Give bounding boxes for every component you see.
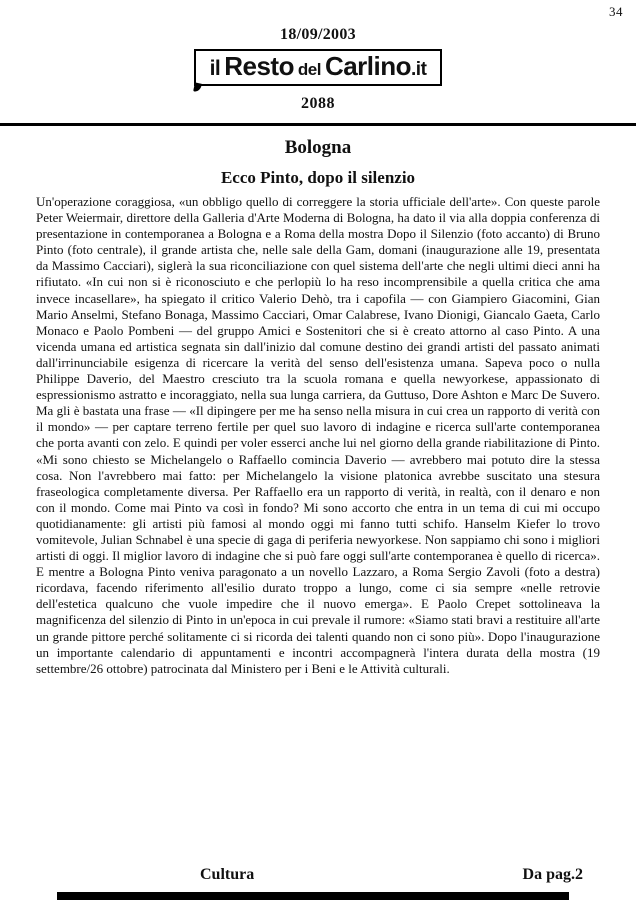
page-footer: [0, 866, 636, 886]
masthead-logo: [0, 49, 636, 86]
logo-tail-mark: [193, 82, 202, 92]
section-title: Bologna: [284, 137, 352, 158]
footer-section-label: Cultura: [200, 866, 255, 883]
logo-word-it: .it: [411, 59, 427, 80]
logo-word-il: il: [209, 57, 221, 80]
article-date: 18/09/2003: [280, 26, 356, 43]
logo-word-del: del: [297, 60, 321, 79]
edition-code: 2088: [301, 95, 335, 112]
logo-word-carlino: Carlino: [324, 51, 412, 81]
article-body: Un'operazione coraggiosa, «un obbligo quello di correggere la storia ufficiale dell'arte». Con queste parole Peter Weiermair, direttore della Galleria d'Arte Moderna di Bologna, ha dato il via alla doppia conferenza di presentazione in contemporanea a Bologna e a Roma della mostra Dopo il Silenzio (foto accanto) di Bruno Pinto (foto centrale), il grande artista che, nelle sale della Gam, domani (inaugurazione alle 19, presentata da Massimo Cacciari), siglerà la sua riconciliazione con quel sistema dell'arte che negli ultimi dieci anni ha rifiutato. «In cui non si è riconosciuto e che perlopiù lo ha reso incomprensibile a quella critica che ama invece incasellare», ha spiegato il critico Valerio Dehò, tra i capofila — con Giampiero Giacomini, Gian Mario Anselmi, Stefano Bonaga, Massimo Cacciari, Omar Calabrese, Ivano Dionigi, Giancalo Gaeta, Carlo Monaco e Paolo Pombeni — del gruppo Amici e Sostenitori che si è creato attorno al caso Pinto. A una vicenda umana ed artistica segnata sin dall'inizio dal comune destino dei grandi artisti del passato animati dall'irrinunciabile esigenza di ricercare la verità del senso dell'esistenza umana. Sapeva poco o nulla Philippe Daverio, del Maestro cresciuto tra la scuola romana e quella newyorkese, appassionato di espressionismo astratto e incoraggiato, nella sua lunga carriera, da Guttuso, Dore Ashton e Marc De Suvero. Ma gli è bastata una frase — «Il dipingere per me ha senso nella misura in cui crea un rapporto di verità con il mondo» — per captare terreno fertile per quel suo lavoro di indagine e ricerca sull'arte contemporanea che porta avanti con zelo. E quindi per voler esserci anche lui nel giorno della grande riabilitazione di Pinto. «Mi sono chiesto se Michelangelo o Raffaello comincia Daverio — avrebbero mai potuto dire la stessa cosa. Non l'avrebbero mai fatto: per Michelangelo la visione platonica avrebbe suscitato una stesura fraseologica completamente diversa. Per Raffaello era un rapporto di verità, in realtà, con il denaro e non con il mondo. Come mai Pinto va così in fondo? Mi sono accorto che entra in un tema di cui mi occupo quotidianamente: gli artisti più famosi al mondo oggi mi fanno tutti schifo. Hanselm Kiefer lo trovo vomitevole, Julian Schnabel è una specie di gaga di periferia newyorkese. Non sappiamo chi sono i migliori artisti di oggi. Il miglior lavoro di indagine che si può fare oggi sull'arte contemporanea è quello di ricerca». E mentre a Bologna Pinto veniva paragonato a un novello Lazzaro, a Roma Sergio Zavoli (foto a destra) ricordava, facendo riferimento all'esilio durato troppo a lungo, come ci sia sempre «nelle retrovie dell'estetica qualcuno che vuole impedire che il nuovo emerga». E Paolo Crepet sottolineava la magnificenza del silenzio di Pinto in un'epoca in cui prevale il rumore: «Siamo stati bravi a restituire all'arte un grande pittore perché solitamente ci si ricorda dei talenti quando non ci sono più». Dopo l'inaugurazione un importante calendario di appuntamenti e incontri accompagnerà l'intera durata della mostra (19 settembre/26 ottobre) patrocinata dal Ministero per i Beni e le Attività culturali.: [36, 194, 600, 676]
header-divider-rule: [0, 123, 636, 126]
masthead-logo-box: [194, 49, 443, 86]
article-headline: Ecco Pinto, dopo il silenzio: [220, 168, 416, 187]
scan-page-number: 34: [609, 4, 623, 19]
scan-bottom-bar: [57, 892, 569, 900]
footer-page-reference: Da pag.2: [522, 866, 583, 883]
logo-word-resto: Resto: [224, 51, 294, 81]
